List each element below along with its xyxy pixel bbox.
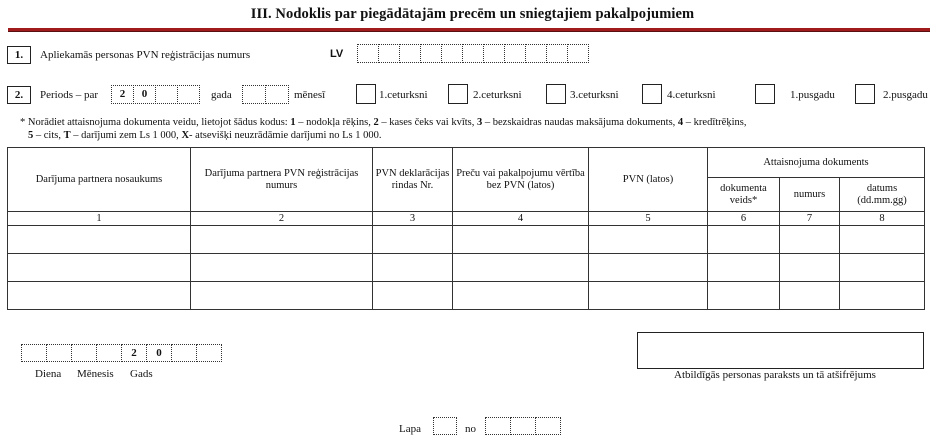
note-text: – kases čeks vai kvīts, [378, 117, 477, 128]
char-cell[interactable] [441, 44, 463, 63]
checkbox-q3[interactable] [546, 84, 566, 104]
table-cell[interactable] [589, 226, 708, 254]
char-cell[interactable] [535, 417, 561, 435]
note-code: 5 [28, 130, 34, 141]
table-cell[interactable] [589, 282, 708, 310]
table-cell[interactable] [453, 226, 589, 254]
title-divider [8, 28, 930, 32]
option-q2-label: 2.ceturksni [473, 89, 522, 101]
transactions-table [7, 147, 925, 310]
char-cell[interactable] [504, 44, 526, 63]
char-cell[interactable] [21, 344, 47, 362]
table-cell[interactable] [8, 254, 191, 282]
note-code: X [181, 130, 190, 141]
table-cell[interactable] [708, 254, 780, 282]
option-h2-label: 2.pusgadu [883, 89, 928, 101]
section-number-2: 2. [7, 86, 31, 104]
option-q1-label: 1.ceturksni [379, 89, 428, 101]
table-cell[interactable] [191, 226, 373, 254]
page-label: Lapa [399, 423, 421, 435]
column-number-row [8, 212, 925, 226]
note-code: T [63, 130, 71, 141]
column-number: 5 [589, 212, 708, 226]
gada-label: gada [211, 89, 232, 101]
char-cell[interactable] [378, 44, 400, 63]
char-cell[interactable] [433, 417, 457, 435]
header-vat-amount: PVN (latos) [589, 148, 708, 212]
char-cell[interactable] [567, 44, 589, 63]
checkbox-q4[interactable] [642, 84, 662, 104]
char-cell[interactable] [242, 85, 266, 104]
char-cell[interactable] [196, 344, 222, 362]
table-cell[interactable] [373, 282, 453, 310]
signature-box[interactable] [637, 332, 924, 369]
checkbox-h2[interactable] [855, 84, 875, 104]
char-cell[interactable] [546, 44, 568, 63]
char-cell[interactable] [155, 85, 178, 104]
char-cell[interactable] [399, 44, 421, 63]
header-declaration-row: PVN deklarācijas rindas Nr. [373, 148, 453, 212]
char-cell[interactable]: 0 [133, 85, 156, 104]
option-q4-label: 4.ceturksni [667, 89, 716, 101]
char-cell[interactable] [265, 85, 289, 104]
table-cell[interactable] [708, 226, 780, 254]
char-cell[interactable] [171, 344, 197, 362]
checkbox-h1[interactable] [755, 84, 775, 104]
table-cell[interactable] [191, 254, 373, 282]
note-text: – nodokļa rēķins, [295, 117, 374, 128]
char-cell[interactable] [357, 44, 379, 63]
note-text: * Norādiet attaisnojuma dokumenta veidu, lietojot šādus kodus: [20, 117, 291, 128]
table-cell[interactable] [708, 282, 780, 310]
char-cell[interactable] [71, 344, 97, 362]
note-code: 4 [677, 117, 684, 128]
char-cell[interactable] [46, 344, 72, 362]
note-text: – bezskaidras naudas maksājuma dokuments, [482, 117, 678, 128]
table-cell[interactable] [840, 282, 925, 310]
table-cell[interactable] [191, 282, 373, 310]
header-partner-vat: Darījuma partnera PVN reģistrācijas numurs [191, 148, 373, 212]
header-value-without-vat: Preču vai pakalpojumu vērtība bez PVN (latos) [453, 148, 589, 212]
of-label: no [465, 423, 476, 435]
column-number: 1 [8, 212, 191, 226]
table-cell[interactable] [840, 254, 925, 282]
char-cell[interactable] [485, 417, 511, 435]
note-text: – darījumi zem Ls 1 000, [70, 130, 182, 141]
option-h1-label: 1.pusgadu [790, 89, 835, 101]
note-code: 3 [477, 117, 483, 128]
section-number-1: 1. [7, 46, 31, 64]
char-cell[interactable] [420, 44, 442, 63]
char-cell[interactable] [462, 44, 484, 63]
table-cell[interactable] [373, 254, 453, 282]
note-text: – cits, [33, 130, 64, 141]
header-document-type: dokumenta veids* [708, 178, 780, 212]
checkbox-q2[interactable] [448, 84, 468, 104]
date-label-day: Diena [35, 368, 62, 380]
menesi-label: mēnesī [294, 89, 326, 101]
char-cell[interactable] [96, 344, 122, 362]
char-cell[interactable] [483, 44, 505, 63]
date-label-year: Gads [130, 368, 153, 380]
table-row [8, 282, 925, 310]
table-cell[interactable] [780, 254, 840, 282]
column-number: 6 [708, 212, 780, 226]
column-number: 4 [453, 212, 589, 226]
column-number: 7 [780, 212, 840, 226]
header-document-group: Attaisnojuma dokuments [708, 148, 925, 178]
document-type-note [20, 116, 930, 142]
table-row [8, 254, 925, 282]
note-code: 1 [290, 117, 296, 128]
table-cell[interactable] [453, 254, 589, 282]
char-cell[interactable]: 2 [111, 85, 134, 104]
note-text: – kredītrēķins, [683, 117, 747, 128]
table-cell[interactable] [780, 226, 840, 254]
signature-label: Atbildīgās personas paraksts un tā atšifrējums [674, 369, 876, 381]
lv-prefix: LV [330, 48, 344, 60]
table-cell[interactable] [453, 282, 589, 310]
column-number: 2 [191, 212, 373, 226]
header-document-number: numurs [780, 178, 840, 212]
column-number: 3 [373, 212, 453, 226]
table-cell[interactable] [589, 254, 708, 282]
table-cell[interactable] [373, 226, 453, 254]
note-code: 2 [373, 117, 379, 128]
vat-number-label: Apliekamās personas PVN reģistrācijas numurs [40, 49, 251, 61]
header-document-date: datums (dd.mm.gg) [840, 178, 925, 212]
table-row [8, 226, 925, 254]
column-number: 8 [840, 212, 925, 226]
table-cell[interactable] [8, 226, 191, 254]
header-partner-name: Darījuma partnera nosaukums [8, 148, 191, 212]
char-cell[interactable] [510, 417, 536, 435]
char-cell[interactable] [525, 44, 547, 63]
char-cell[interactable] [177, 85, 200, 104]
option-q3-label: 3.ceturksni [570, 89, 619, 101]
char-cell[interactable]: 0 [146, 344, 172, 362]
table-cell[interactable] [780, 282, 840, 310]
table-cell[interactable] [8, 282, 191, 310]
page-title: III. Nodoklis par piegādātajām precēm un sniegtajiem pakalpojumiem [250, 6, 695, 22]
char-cell[interactable]: 2 [121, 344, 147, 362]
note-text: - atsevišķi neuzrādāmie darījumi no Ls 1 000. [189, 130, 382, 141]
period-label: Periods – par [40, 89, 99, 101]
checkbox-q1[interactable] [356, 84, 376, 104]
date-label-month: Mēnesis [77, 368, 114, 380]
table-cell[interactable] [840, 226, 925, 254]
